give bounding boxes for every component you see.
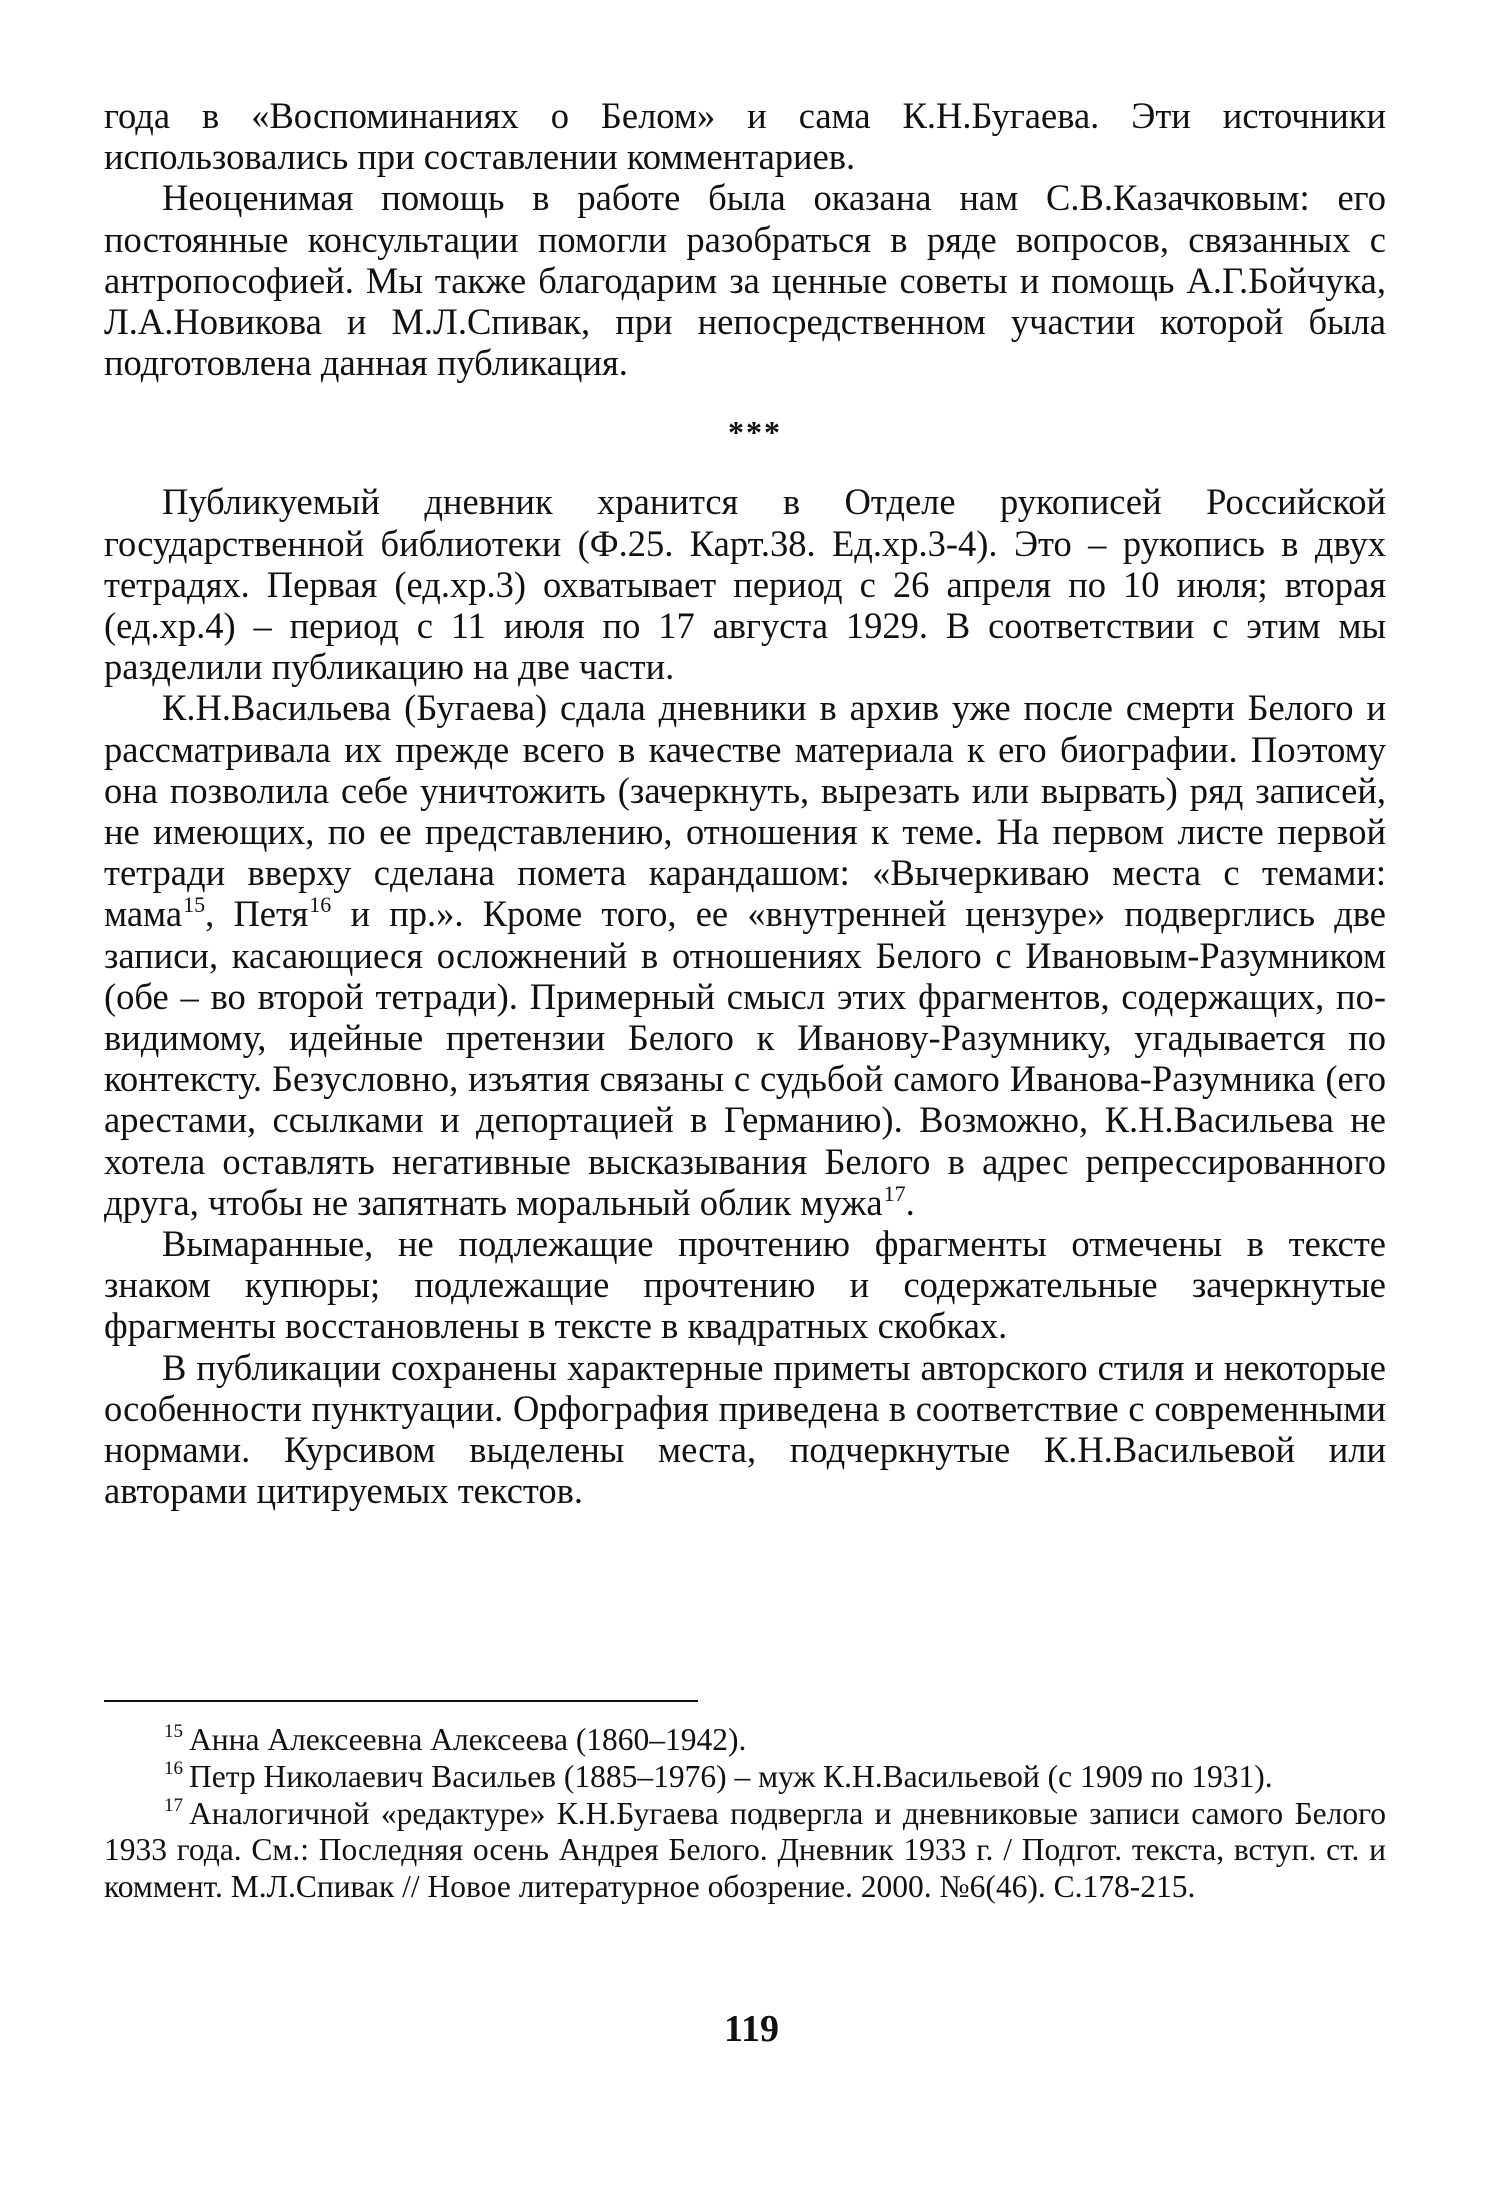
- footnotes: [104, 1722, 1386, 1906]
- footnote-divider: [104, 1700, 698, 1702]
- paragraph-style: В публикации сохранены характерные приметы авторского стиля и некоторые особенности пунктуации. Орфография приведена в соответствие с современными нормами. Курсивом выделены места, подчеркнутые К.Н.Васильевой или авторами цитируемых текстов.: [104, 1346, 1386, 1512]
- footnote-number: 17: [164, 1794, 183, 1816]
- footnote-text: Петр Николаевич Васильев (1885–1976) – муж К.Н.Васильевой (с 1909 по 1931).: [189, 1758, 1273, 1794]
- section-separator: ***: [728, 414, 782, 451]
- footnote-text: Аналогичной «редактуре» К.Н.Бугаева подвергла и дневниковые записи самого Белого 1933 года. См.: Последняя осень Андрея Белого. Дневник 1933 г. / Подгот. текста, вступ. ст. и коммент. М.Л.Спивак // Новое литературное обозрение. 2000. №6(46). С.178-215.: [104, 1795, 1386, 1905]
- paragraph-diary-source: Публикуемый дневник хранится в Отделе рукописей Российской государственной библиотеки (Ф.25. Карт.38. Ед.хр.3-4). Это – рукопись в двух тетрадях. Первая (ед.хр.3) охватывает период с 26 апреля по 10 июля; вторая (ед.хр.4) – период с 11 июля по 17 августа 1929. В соответствии с этим мы разделили публикацию на две части.: [104, 481, 1386, 688]
- paragraph-continuation: года в «Воспоминаниях о Белом» и сама К.Н.Бугаева. Эти источники использовались при составлении комментариев.: [104, 95, 1386, 178]
- paragraph-text: , Петя: [205, 893, 309, 935]
- paragraph-censorship: [104, 687, 1386, 1223]
- paragraph-text: .: [905, 1181, 915, 1223]
- paragraph-text: К.Н.Васильева (Бугаева) сдала дневники в архив уже после смерти Белого и рассматривала их прежде всего в качестве материала к его биографии. Поэтому она позволила себе уничтожить (зачеркнуть, вырезать или вырвать) ряд записей, не имеющих, по ее представлению, отношения к теме. На первом листе первой тетради вверху сделана помета карандашом: «Вычеркиваю места с темами: мама: [104, 687, 1386, 935]
- footnote-number: 15: [164, 1721, 183, 1742]
- footnote-ref-15[interactable]: 15: [183, 892, 206, 918]
- paragraph-acknowledgements: Неоценимая помощь в работе была оказана нам С.В.Казачковым: его постоянные консультации помогли разобраться в ряде вопросов, связанных с антропософией. Мы также благодарим за ценные советы и помощь А.Г.Бойчука, Л.А.Новикова и М.Л.Спивак, при непосредственном участии которой была подготовлена данная публикация.: [104, 177, 1386, 384]
- footnote-17: [104, 1796, 1386, 1906]
- footnote-15: [104, 1722, 1386, 1759]
- footnote-text: Анна Алексеевна Алексеева (1860–1942).: [189, 1722, 747, 1757]
- footnote-16: [104, 1759, 1386, 1796]
- main-text: [104, 95, 1386, 1512]
- paragraph-cuts: Вымаранные, не подлежащие прочтению фрагменты отмечены в тексте знаком купюры; подлежащие прочтению и содержательные зачеркнутые фрагменты восстановлены в тексте в квадратных скобках.: [104, 1223, 1386, 1347]
- paragraph-text: и пр.». Кроме того, ее «внутренней цензуре» подверглись две записи, касающиеся осложнений в отношениях Белого с Ивановым-Разумником (обе – во второй тетради). Примерный смысл этих фрагментов, содержащих, по-видимому, идейные претензии Белого к Иванову-Разумнику, угадывается по контексту. Безусловно, изъятия связаны с судьбой самого Иванова-Разумника (его арестами, ссылками и депортацией в Германию). Возможно, К.Н.Васильева не хотела оставлять негативные высказывания Белого в адрес репрессированного друга, чтобы не запятнать моральный облик мужа: [104, 893, 1386, 1223]
- footnote-ref-16[interactable]: 16: [309, 892, 332, 918]
- footnote-number: 16: [164, 1757, 183, 1779]
- page-number: 119: [724, 2008, 779, 2050]
- footnote-ref-17[interactable]: 17: [883, 1180, 906, 1206]
